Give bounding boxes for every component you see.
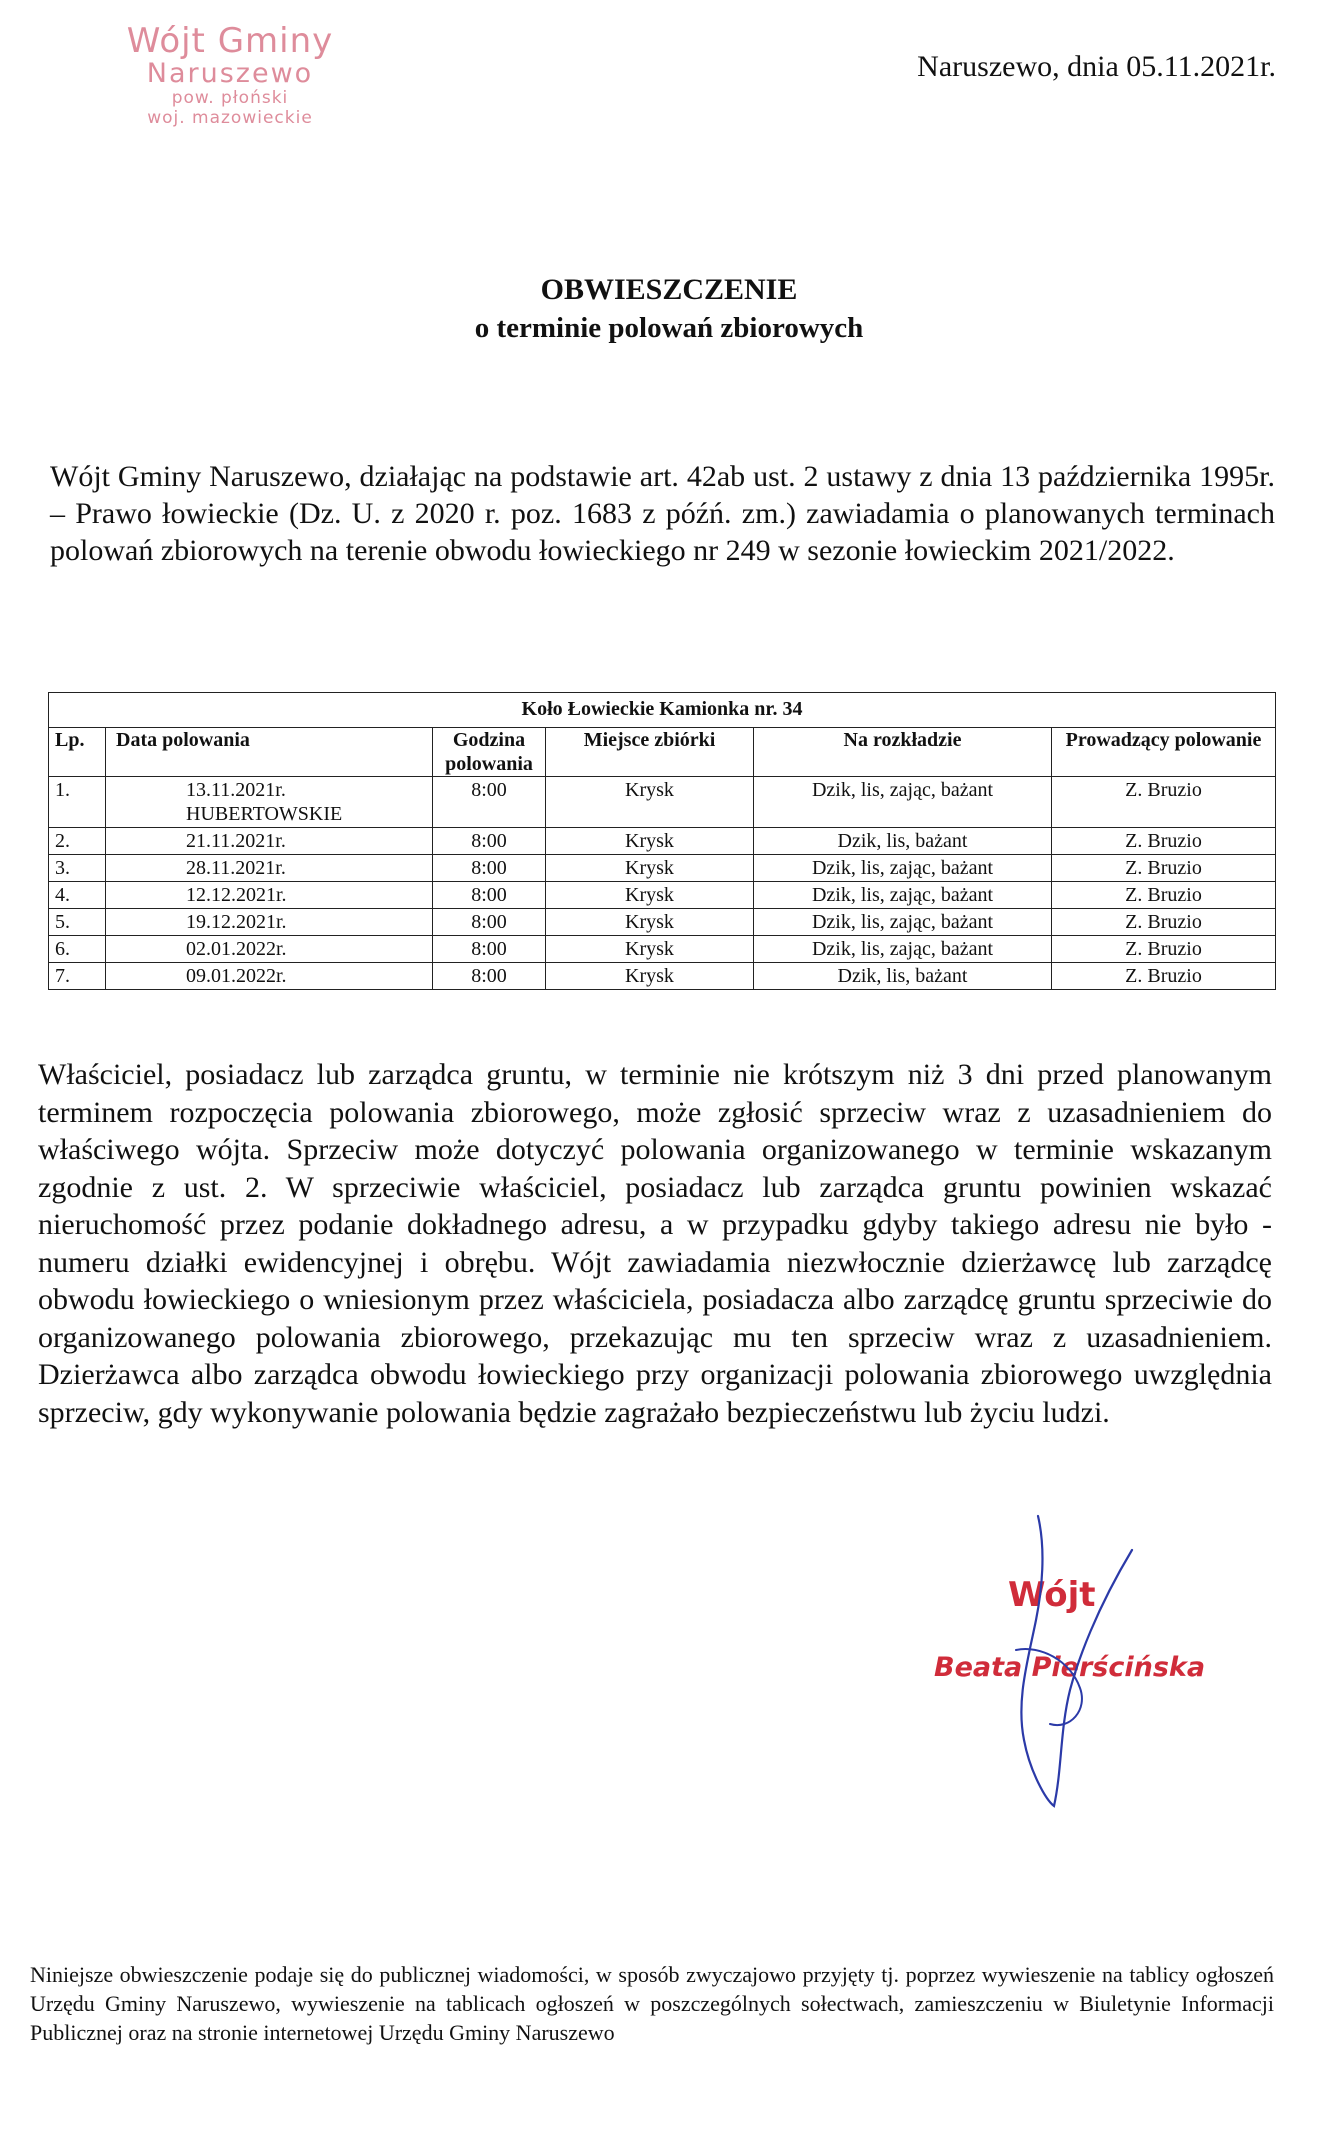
cell-place: Krysk <box>546 963 754 990</box>
cell-date: 12.12.2021r. <box>106 882 433 909</box>
table-row <box>49 828 1276 855</box>
cell-game: Dzik, lis, zając, bażant <box>754 855 1052 882</box>
cell-lp: 6. <box>49 936 106 963</box>
publication-note: Niniejsze obwieszczenie podaje się do publicznej wiadomości, w sposób zwyczajowo przyjęty tj. poprzez wywieszenie na tablicy ogłoszeń Urzędu Gminy Naruszewo, wywieszenie na tablicach ogłoszeń w poszczególnych sołectwach, zamieszczeniu w Biuletynie Informacji Publicznej oraz na stronie internetowej Urzędu Gminy Naruszewo <box>30 1962 1274 2045</box>
cell-date: 28.11.2021r. <box>106 855 433 882</box>
cell-lp: 4. <box>49 882 106 909</box>
stamp-line-1: Wójt Gminy <box>126 21 334 61</box>
hunt-schedule-table <box>48 692 1276 990</box>
cell-leader: Z. Bruzio <box>1052 828 1276 855</box>
cell-leader: Z. Bruzio <box>1052 963 1276 990</box>
cell-lp: 2. <box>49 828 106 855</box>
cell-lp: 7. <box>49 963 106 990</box>
intro-paragraph: Wójt Gminy Naruszewo, działając na podstawie art. 42ab ust. 2 ustawy z dnia 13 października 1995r. – Prawo łowieckie (Dz. U. z 2020 r. poz. 1683 z późń. zm.) zawiadamia o planowanych terminach polowań zbiorowych na terenie obwodu łowieckiego nr 249 w sezonie łowieckim 2021/2022. <box>50 460 1275 567</box>
office-stamp <box>100 22 360 128</box>
place-date: Naruszewo, dnia 05.11.2021r. <box>917 50 1276 83</box>
signature-name: Beata Pierścińska <box>934 1652 1206 1683</box>
table-caption: Koło Łowieckie Kamionka nr. 34 <box>49 693 1276 728</box>
header-place: Miejsce zbiórki <box>546 728 754 777</box>
cell-date: 19.12.2021r. <box>106 909 433 936</box>
cell-time: 8:00 <box>433 963 546 990</box>
document-title <box>0 272 1338 348</box>
cell-game: Dzik, lis, zając, bażant <box>754 777 1052 828</box>
header-game: Na rozkładzie <box>754 728 1052 777</box>
cell-game: Dzik, lis, zając, bażant <box>754 936 1052 963</box>
objection-paragraph: Właściciel, posiadacz lub zarządca gruntu, w terminie nie krótszym niż 3 dni przed planowanym terminem rozpoczęcia polowania zbiorowego, może zgłosić sprzeciw wraz z uzasadnieniem do właściwego wójta. Sprzeciw może dotyczyć polowania organizowanego w terminie wskazanym zgodnie z ust. 2. W sprzeciwie właściciel, posiadacz lub zarządca gruntu powinien wskazać nieruchomość przez podanie dokładnego adresu, a w przypadku gdyby takiego adresu nie było - numeru działki ewidencyjnej i obrębu. Wójt zawiadamia niezwłocznie dzierżawcę lub zarządcę obwodu łowieckiego o wniesionym przez właściciela, posiadacza albo zarządcę gruntu sprzeciwie do organizowanego polowania zbiorowego, przekazując mu ten sprzeciw wraz z uzasadnieniem. Dzierżawca albo zarządca obwodu łowieckiego przy organizacji polowania zbiorowego uwzględnia sprzeciw, gdy wykonywanie polowania będzie zagrażało bezpieczeństwu lub życiu ludzi. <box>38 1058 1272 1429</box>
cell-leader: Z. Bruzio <box>1052 909 1276 936</box>
cell-date: 09.01.2022r. <box>106 963 433 990</box>
table-row <box>49 963 1276 990</box>
stamp-line-3: pow. płoński <box>171 88 289 108</box>
cell-lp: 3. <box>49 855 106 882</box>
table-row <box>49 936 1276 963</box>
table-row <box>49 777 1276 828</box>
cell-game: Dzik, lis, bażant <box>754 828 1052 855</box>
title-sub: o terminie polowań zbiorowych <box>474 312 864 344</box>
cell-time: 8:00 <box>433 909 546 936</box>
cell-lp: 5. <box>49 909 106 936</box>
signature-role: Wójt <box>1008 1575 1096 1615</box>
cell-game: Dzik, lis, zając, bażant <box>754 909 1052 936</box>
table-row <box>49 882 1276 909</box>
cell-time: 8:00 <box>433 882 546 909</box>
stamp-line-4: woj. mazowieckie <box>147 108 313 128</box>
signature-block <box>920 1510 1240 1810</box>
cell-place: Krysk <box>546 777 754 828</box>
cell-game: Dzik, lis, bażant <box>754 963 1052 990</box>
cell-place: Krysk <box>546 909 754 936</box>
cell-place: Krysk <box>546 855 754 882</box>
cell-lp: 1. <box>49 777 106 828</box>
table-row <box>49 909 1276 936</box>
cell-date: 21.11.2021r. <box>106 828 433 855</box>
cell-leader: Z. Bruzio <box>1052 936 1276 963</box>
cell-leader: Z. Bruzio <box>1052 882 1276 909</box>
header-leader: Prowadzący polowanie <box>1052 728 1276 777</box>
table-row <box>49 855 1276 882</box>
cell-game: Dzik, lis, zając, bażant <box>754 882 1052 909</box>
header-lp: Lp. <box>49 728 106 777</box>
cell-leader: Z. Bruzio <box>1052 855 1276 882</box>
cell-leader: Z. Bruzio <box>1052 777 1276 828</box>
cell-place: Krysk <box>546 936 754 963</box>
cell-place: Krysk <box>546 882 754 909</box>
cell-date: 02.01.2022r. <box>106 936 433 963</box>
title-main: OBWIESZCZENIE <box>540 273 798 306</box>
cell-time: 8:00 <box>433 777 546 828</box>
header-time: Godzina polowania <box>433 728 546 777</box>
cell-time: 8:00 <box>433 936 546 963</box>
cell-place: Krysk <box>546 828 754 855</box>
cell-time: 8:00 <box>433 828 546 855</box>
handwritten-signature <box>920 1510 1240 1810</box>
cell-date: 13.11.2021r. HUBERTOWSKIE <box>106 777 433 828</box>
header-date: Data polowania <box>106 728 433 777</box>
cell-time: 8:00 <box>433 855 546 882</box>
stamp-line-2: Naruszewo <box>146 58 314 89</box>
